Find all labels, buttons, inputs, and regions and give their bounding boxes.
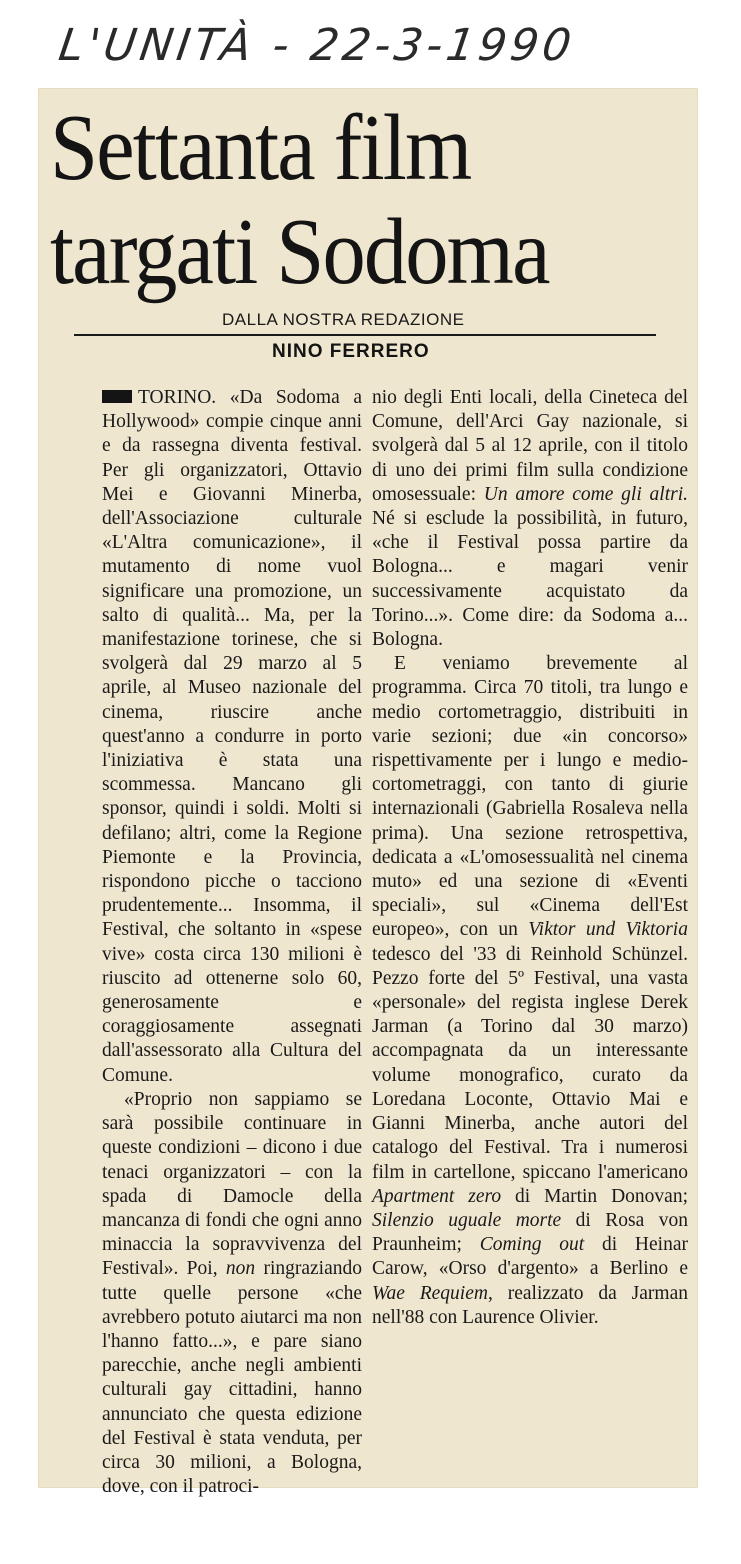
dateline: DALLA NOSTRA REDAZIONE [222, 310, 465, 329]
section-marker-bar [102, 390, 132, 403]
paragraph: nio degli Enti locali, della Cineteca del Comune, dell'Arci Gay nazionale, si svolgerà dal 5 al 12 aprile, con il titolo di uno dei primi film sulla condizione omosessuale: Un amore come gli altri. Né si esclude la possibilità, in futuro, «che il Festival possa partire da Bologna... e magari venir successivamente acquistato da Torino...». Come dire: da Sodoma a... Bologna. [372, 387, 688, 651]
article-column-left [102, 386, 362, 1499]
article-column-right [372, 386, 688, 1330]
headline-line-1: Settanta film [50, 96, 471, 200]
paragraph: TORINO. «Da Sodoma a Hollywood» compie cinque anni e da rassegna diventa festival. Per gli organizzatori, Ottavio Mei e Giovanni Minerba, dell'Associazione culturale «L'Altra comunicazione», il mutamento di nome vuol significare una promozione, un salto di qualità... Ma, per la manifestazione torinese, che si svolgerà dal 29 marzo al 5 aprile, al Museo nazionale del cinema, riuscire anche quest'anno a condurre in porto l'iniziativa è stata una scommessa. Mancano gli sponsor, quindi i soldi. Molti si defilano; altri, come la Regione Piemonte e la Provincia, rispondono picche o tacciono prudentemente... Insomma, il Festival, che soltanto in «spese vive» costa circa 130 milioni è riuscito ad ottenerne solo 60, generosamente e coraggiosamente assegnati dall'assessorato alla Cultura del Comune. [102, 387, 362, 1086]
paragraph: «Proprio non sappiamo se sarà possibile continuare in queste condizioni – dicono i due tenaci organizzatori – con la spada di Damocle della mancanza di fondi che ogni anno minaccia la sopravvivenza del Festival». Poi, non ringraziando tutte quelle persone «che avrebbero potuto aiutarci ma non l'hanno fatto...», e pare siano parecchie, anche negli ambienti culturali gay cittadini, hanno annunciato che questa edizione del Festival è stata venduta, per circa 30 milioni, a Bologna, dove, con il patroci- [102, 1088, 362, 1498]
headline-line-2: targati Sodoma [50, 200, 549, 304]
headline [50, 96, 620, 304]
byline: NINO FERRERO [272, 341, 430, 362]
paragraph: E veniamo brevemente al programma. Circa 70 titoli, tra lungo e medio cortometraggio, distribuiti in varie sezioni; due «in concorso» rispettivamente per i lungo e medio-cortometraggi, con tanto di giurie internazionali (Gabriella Rosaleva nella prima). Una sezione retrospettiva, dedicata a «L'omosessualità nel cinema muto» ed una sezione di «Eventi speciali», sul «Cinema dell'Est europeo», con un Viktor und Viktoria tedesco del '33 di Reinhold Schünzel. Pezzo forte del 5º Festival, una vasta «personale» del regista inglese Derek Jarman (a Torino dal 30 marzo) accompagnata da un interessante volume monografico, curato da Loredana Loconte, Ottavio Mai e Gianni Minerba, anche autori del catalogo del Festival. Tra i numerosi film in cartellone, spiccano l'americano Apartment zero di Martin Donovan; Silenzio uguale morte di Rosa von Praunheim; Coming out di Heinar Carow, «Orso d'argento» a Berlino e Wae Requiem, realizzato da Jarman nell'88 con Laurence Olivier. [372, 653, 688, 1328]
handwritten-annotation: L'UNITÀ - 22-3-1990 [55, 20, 579, 71]
divider-rule [74, 334, 656, 336]
